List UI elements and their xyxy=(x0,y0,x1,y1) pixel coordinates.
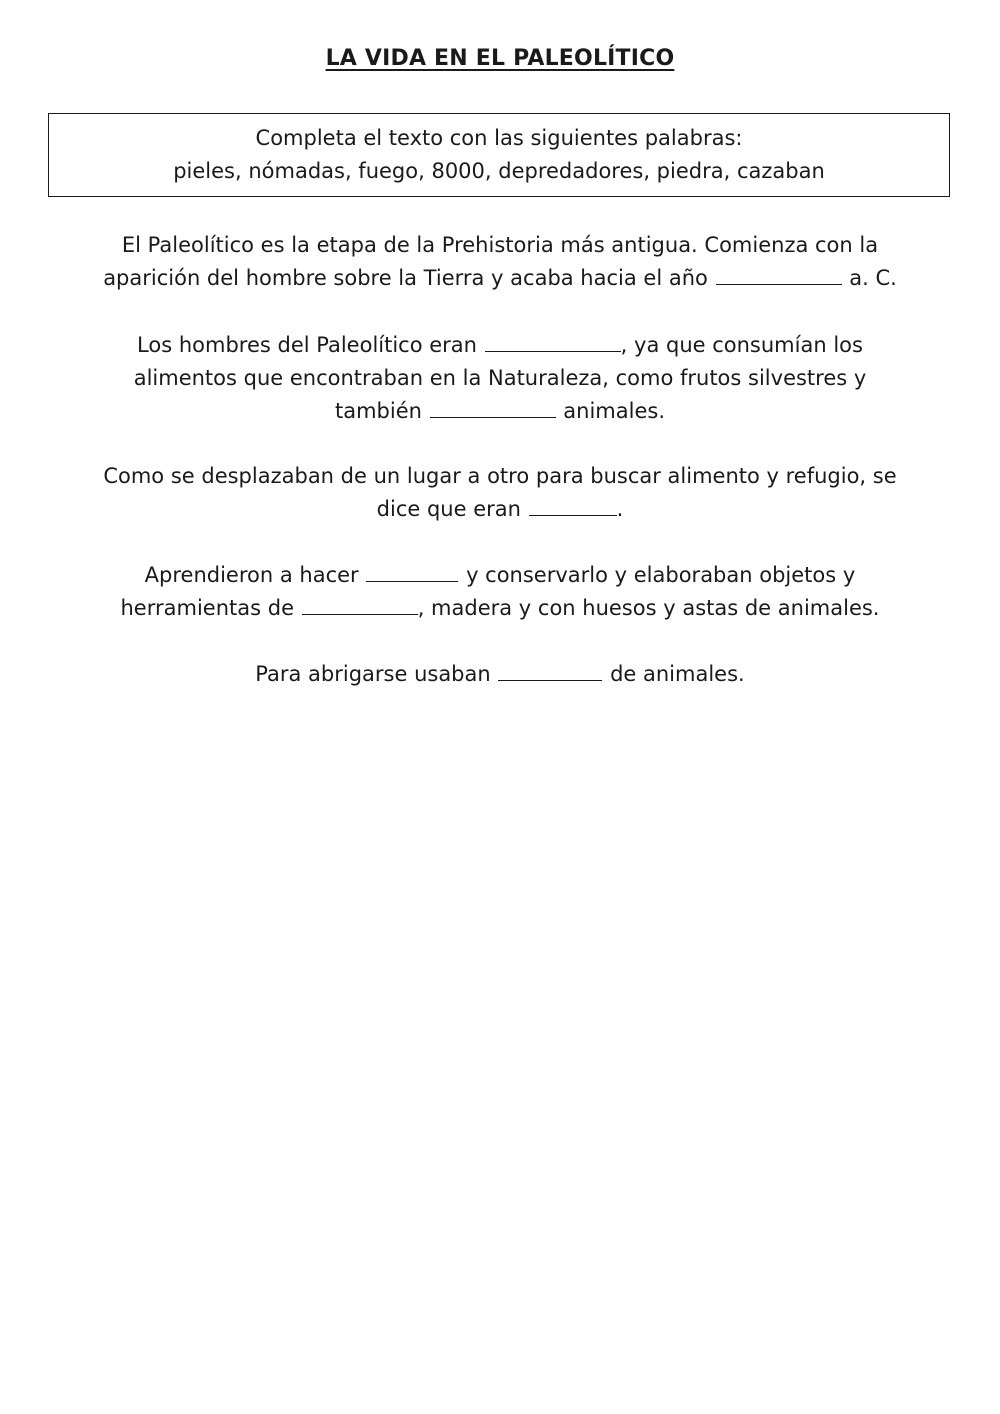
paragraph-2-line-1-end: , ya que consumían los xyxy=(620,333,863,357)
worksheet-title: LA VIDA EN EL PALEOLÍTICO xyxy=(325,46,675,71)
paragraph-5 xyxy=(40,658,960,691)
paragraph-1 xyxy=(40,229,960,295)
paragraph-5-line-1-start: Para abrigarse usaban xyxy=(255,662,491,686)
paragraph-4-line-1-start: Aprendieron a hacer xyxy=(144,563,359,587)
paragraph-2-line-1-start: Los hombres del Paleolítico eran xyxy=(137,333,477,357)
word-bank-words: pieles, nómadas, fuego, 8000, depredadores, piedra, cazaban xyxy=(173,159,825,183)
blank-predators[interactable] xyxy=(485,350,621,352)
blank-fire[interactable] xyxy=(366,580,458,582)
blank-year[interactable] xyxy=(716,283,842,285)
paragraph-1-line-1: El Paleolítico es la etapa de la Prehistoria más antigua. Comienza con la xyxy=(121,233,879,257)
paragraph-4-line-1-end: y conservarlo y elaboraban objetos y xyxy=(466,563,856,587)
paragraph-3-line-1: Como se desplazaban de un lugar a otro para buscar alimento y refugio, se xyxy=(103,464,897,488)
paragraph-3-line-2-start: dice que eran xyxy=(376,497,521,521)
paragraph-4-line-2-end: , madera y con huesos y astas de animales. xyxy=(417,596,880,620)
paragraph-2-line-2: alimentos que encontraban en la Naturaleza, como frutos silvestres y xyxy=(133,366,867,390)
blank-hunted[interactable] xyxy=(430,416,556,418)
paragraph-2-line-3-start: también xyxy=(334,399,422,423)
paragraph-4 xyxy=(40,559,960,625)
paragraph-3 xyxy=(40,460,960,526)
paragraph-4-line-2-start: herramientas de xyxy=(120,596,294,620)
paragraph-3-line-2-end: . xyxy=(616,497,624,521)
blank-skins[interactable] xyxy=(498,679,602,681)
blank-nomads[interactable] xyxy=(529,514,617,516)
paragraph-2-line-3-end: animales. xyxy=(563,399,666,423)
word-bank-box xyxy=(48,113,950,197)
blank-stone[interactable] xyxy=(302,613,418,615)
word-bank-instruction: Completa el texto con las siguientes palabras: xyxy=(255,126,743,150)
paragraph-1-line-2-start: aparición del hombre sobre la Tierra y acaba hacia el año xyxy=(103,266,708,290)
paragraph-5-line-1-end: de animales. xyxy=(610,662,745,686)
paragraph-2 xyxy=(40,329,960,428)
paragraph-1-line-2-end: a. C. xyxy=(849,266,897,290)
